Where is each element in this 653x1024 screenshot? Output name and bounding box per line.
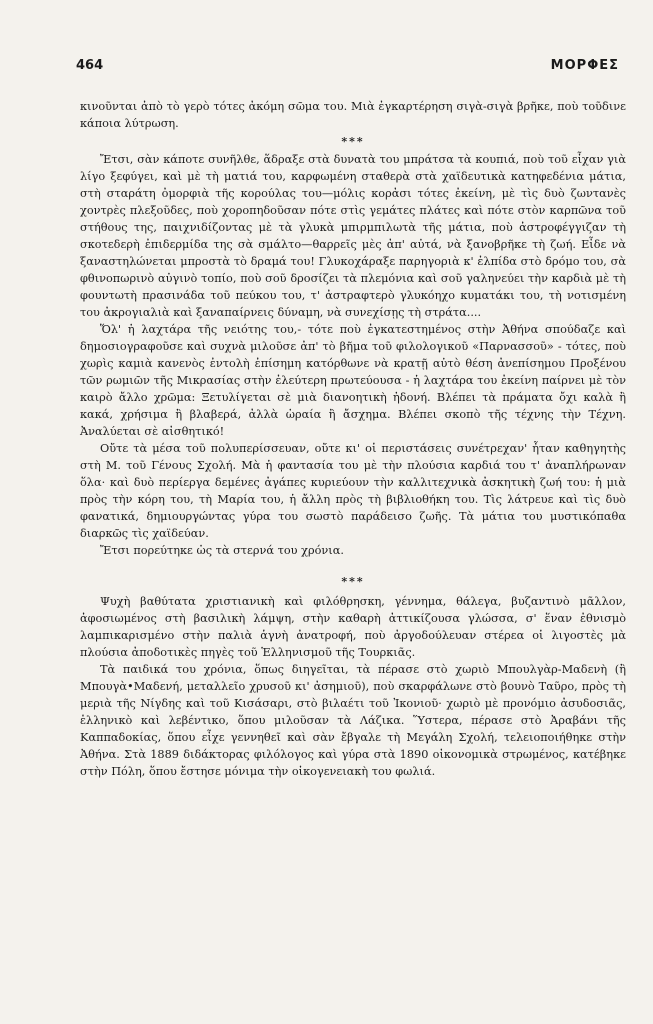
paragraph: Ὅλ' ἡ λαχτάρα τῆς νειότης του,- τότε ποὺ ἐγκατεστημένος στὴν Ἀθήνα σπούδαζε καὶ δημοσιογραφοῦσε καὶ συχνὰ μιλοῦσε ἀπ' τὸ βῆμα τοῦ φιλολογικοῦ «Παρνασσοῦ» - τότες, ποὺ χωρὶς καμιὰ κανενὸς ἐντολὴ ἐπίσημη κατόρθωνε νὰ κρατῇ αὐτὸ θέση ἀνεπίσημου Προξένου τῶν ρωμιῶν τῆς Μικρασίας στὴν ἐλεύτερη πρωτεύουσα - ἡ λαχτάρα του ἐκείνη παίρνει μὲ τὸν καιρὸ ἄλλο χρῶμα: Ξετυλίγεται σὲ μιὰ διανοητικὴ ἡδονή. Βλέπει τὰ πράματα ὄχι καλὰ ἢ κακά, χρήσιμα ἢ βλαβερά, ἀλλὰ ὡραία ἢ ἄσχημα. Βλέπει σκοπὸ τῆς τέχνης τὴν Τέχνη. Ἀναλύεται σὲ αἰσθητικό! <box>80 323 626 438</box>
page-body <box>80 98 626 780</box>
paragraph: Οὔτε τὰ μέσα τοῦ πολυπερίσσευαν, οὔτε κι' οἱ περιστάσεις συνέτρεχαν' ἦταν καθηγητὴς στὴ Μ. τοῦ Γένους Σχολή. Μὰ ἡ φαντασία του μὲ τὴν πλούσια καρδιά του τ' ἀναπλήρωναν ὅλα· καὶ δυὸ περίεργα δεμένες ἀγάπες κυριεύουν τὴν καλλιτεχνικὰ ἀσκητικὴ ζωή του: ἡ μιὰ πρὸς τὴν κόρη του, τὴ Μαρία του, ἡ ἄλλη πρὸς τὴ βιβλιοθήκη του. Τὶς λάτρευε καὶ τὶς δυὸ φανατικά, δημιουργώντας γύρα του σωστὸ παράδεισο ζωῆς. Τὰ μάτια του μυστικόπαθα διαρκῶς τὶς χαϊδεύαν. <box>80 442 626 540</box>
section-separator: *** <box>341 575 365 588</box>
page-number: 464 <box>76 58 104 73</box>
paragraph: Ἔτσι, σὰν κάποτε συνῆλθε, ἅδραξε στὰ δυνατὰ του μπράτσα τὰ κουπιά, ποὺ τοῦ εἶχαν γιὰ λίγο ξεφύγει, καὶ μὲ τὴ ματιά του, καρφωμένη σταθερὰ στὰ χαϊδευτικὰ κατηφεδένια μάτια, στὴ σταράτη ὀμορφιὰ τῆς κορούλας του—μόλις κορἀσι τότες ἐκείνη, μὲ τὶς δυὸ ζωντανὲς χοντρὲς πλεξοῦδες, ποὺ χοροπηδοῦσαν πότε στὶς γεμάτες πλάτες καὶ πότε στὸν καρπῶνα τοῦ στήθους της, παιχνιδίζοντας μὲ τὰ γλυκὰ μπιρμπιλωτὰ τῆς μάτια, ποὺ ἀστροφέγγιζαν τὴ σκοτεδερὴ ἐπιδερμίδα της σὰ σμάλτο—θαρρεῖς μὲς ἀπ' αὐτά, νὰ ξανοβρῆκε τὴ ζωή. Εἶδε νὰ ξαναστηλώνεται μπροστὰ τὸ δραμά του! Γλυκοχάραξε παρηγοριὰ κ' ἐλπίδα στὸ δρόμο του, σὰ φθινοπωρινὸ αὐγινὸ τοπίο, ποὺ σοῦ δροσίζει τὰ πλεμόνια καὶ σοῦ γαληνεύει τὴν καρδιὰ μὲ τὴ φουντωτὴ πρασινάδα τοῦ πεύκου του, τ' ἀστραφτερὸ γλυκόηχο κυματάκι του, τὴ νοτισμένη του ἀκρογιαλιὰ καὶ ξαναπαίρνεις δύναμη, νὰ συνεχίσῃς τὴ στράτα.... <box>80 153 626 319</box>
paragraph: Ἔτσι πορεύτηκε ὡς τὰ στερνά του χρόνια. <box>100 544 344 557</box>
section-separator: *** <box>341 135 365 148</box>
paragraph: Ψυχὴ βαθύτατα χριστιανικὴ καὶ φιλόθρησκη, γέννημα, θάλεγα, βυζαντινὸ μᾶλλον, ἀφοσιωμένος στὴ βασιλικὴ λάμψη, στὴν καθαρὴ ἀττικίζουσα γλώσσα, σ' ἕναν ἐθνισμὸ λαμπικαρισμένο στὴν παλιὰ ἁγνὴ ἀνατροφή, ποὺ ἀργοδούλευαν στέρεα οἱ λιγοστὲς μὰ πλούσια ἀποδοτικὲς πηγὲς τοῦ Ἑλληνισμοῦ τῆς Τουρκιᾶς. <box>80 595 626 659</box>
page-header <box>76 58 619 76</box>
paragraph: Τὰ παιδικά του χρόνια, ὅπως διηγεῖται, τὰ πέρασε στὸ χωριὸ Μπουλγὰρ-Μαδενὴ (ἢ Μπουγὰ•Μαδενή, μεταλλεῖο χρυσοῦ κι' ἀσημιοῦ), ποὺ σκαρφάλωνε στὸ βουνὸ Ταῦρο, πρὸς τὴ μεριὰ τῆς Νίγδης καὶ τοῦ Κισάσαρι, στὸ βιλαέτι τοῦ Ἰκονιοῦ· χωριὸ μὲ προνόμιο ἀσυδοσιᾶς, ἑλληνικὸ καὶ λεβέντικο, ὅπου μιλοῦσαν τὰ Λάζικα. Ὕστερα, πέρασε στὸ Ἀραβάνι τῆς Καππαδοκίας, ὅπου εἶχε γεννηθεῖ καὶ σὰν ἔβγαλε τὴ Μεγάλη Σχολή, τελειοποιήθηκε στὴν Ἀθήνα. Στὰ 1889 διδάκτορας φιλόλογος καὶ γύρα στὰ 1890 οἰκονομικὰ στρωμένος, κατέβηκε στὴν Πόλη, ὅπου ἔστησε μόνιμα τὴν οἰκογενειακὴ του φωλιά. <box>80 663 626 778</box>
running-title: ΜΟΡΦΕΣ <box>550 58 619 73</box>
intro-paragraph: κινοῦνται ἀπὸ τὸ γερὸ τότες ἀκόμη σῶμα του. Μιὰ ἐγκαρτέρηση σιγὰ-σιγὰ βρῆκε, ποὺ τοῦδινε κάποια λύτρωση. <box>80 100 626 130</box>
